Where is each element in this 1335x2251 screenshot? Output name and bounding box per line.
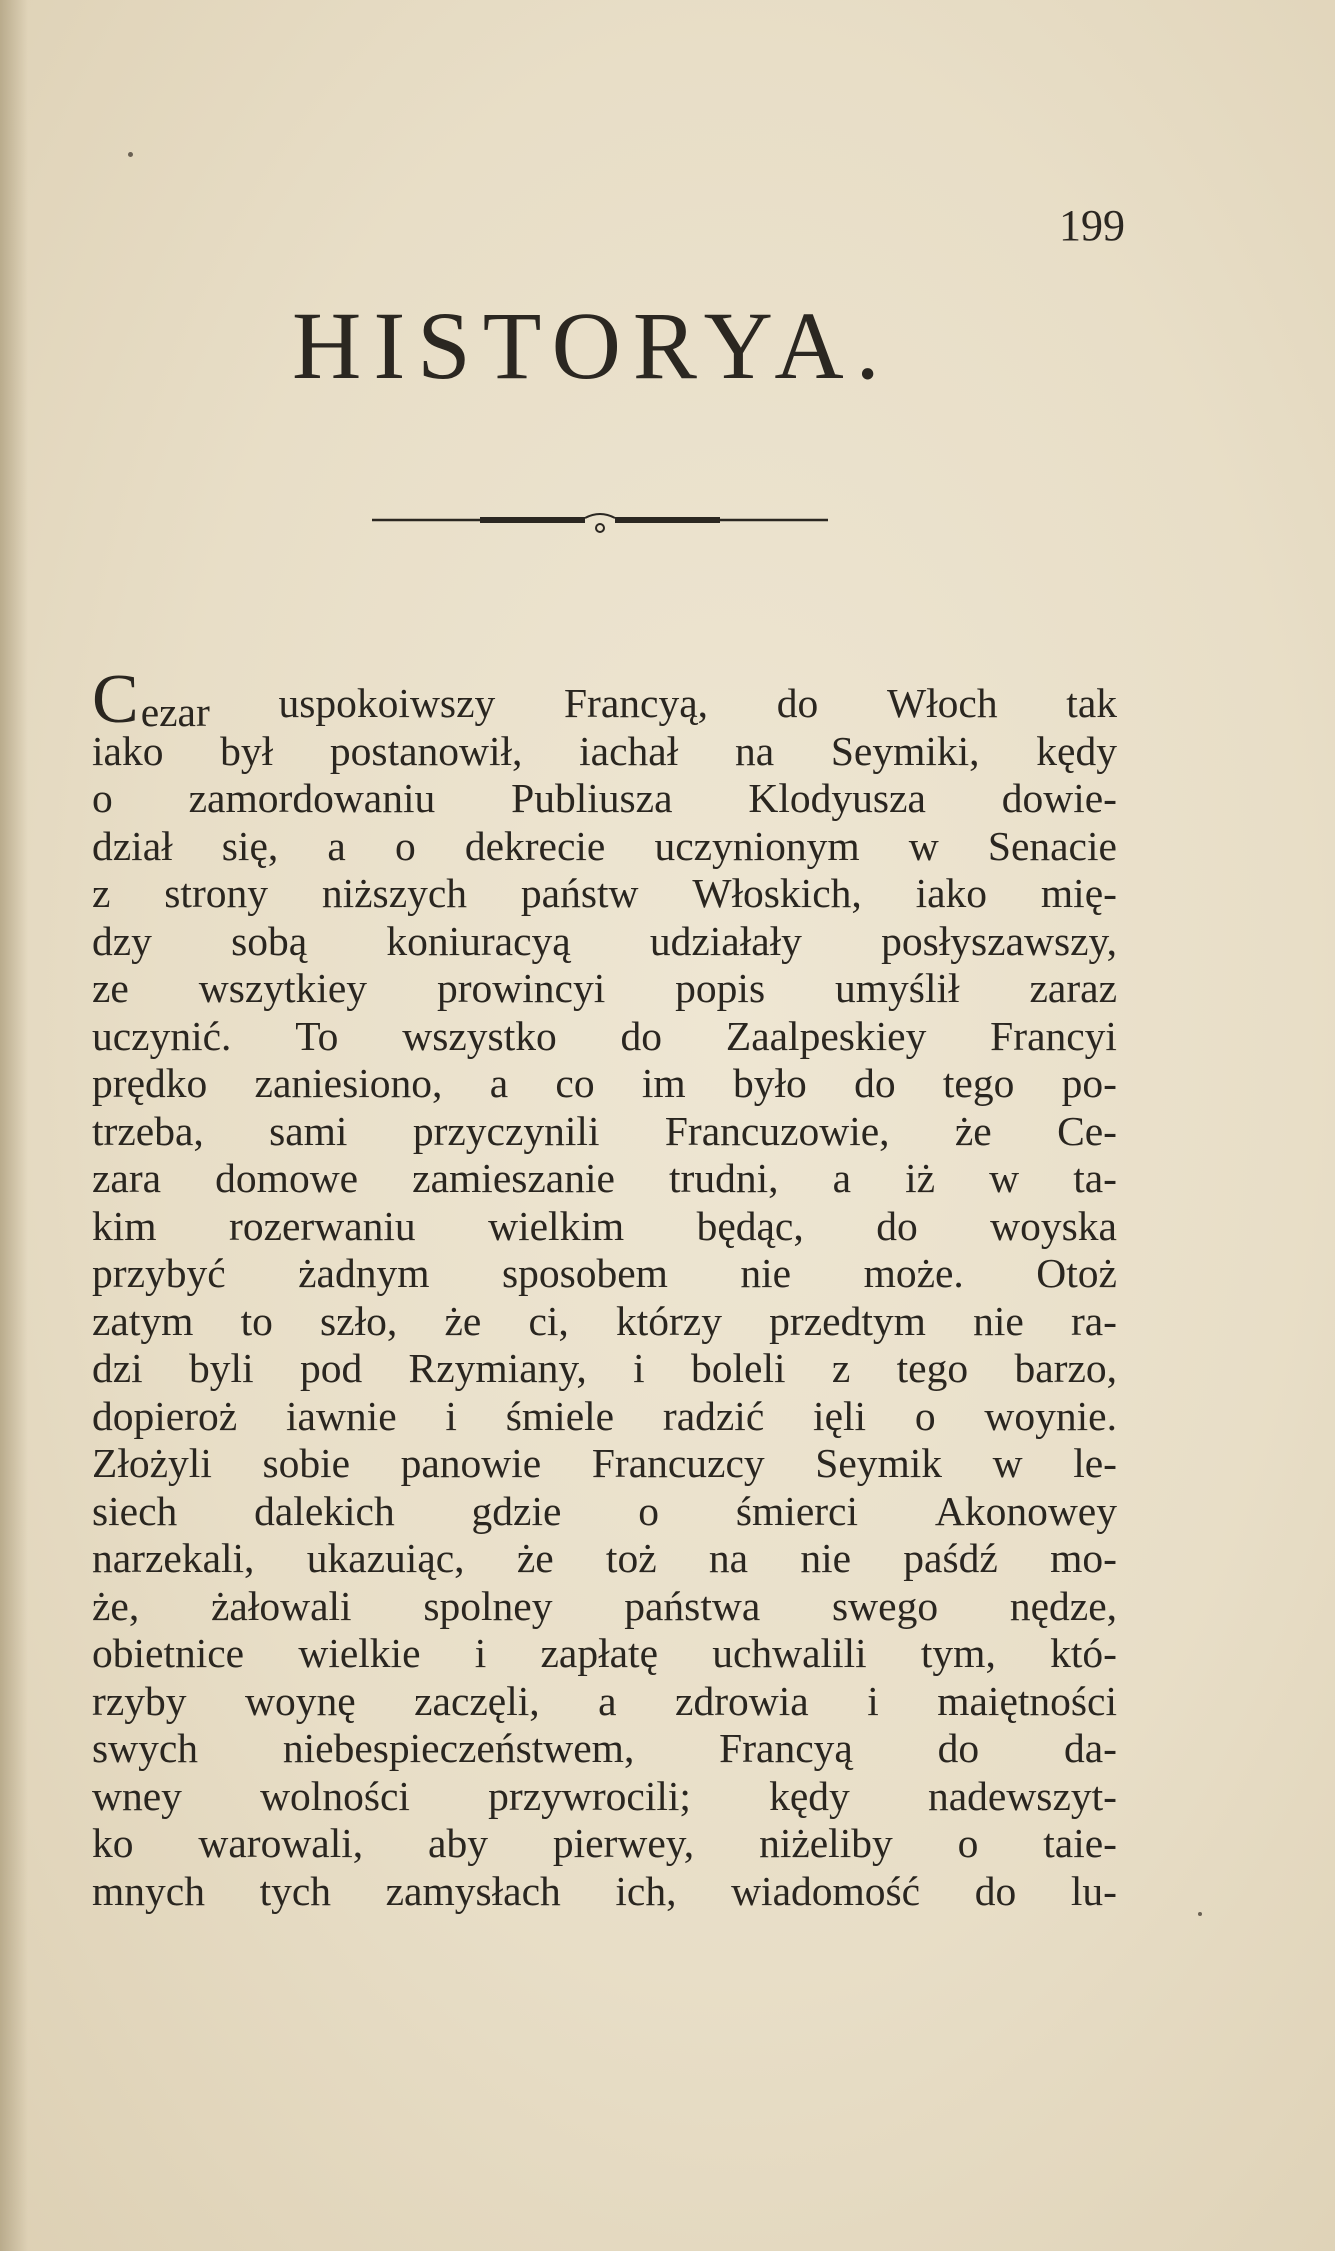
text-line: kim rozerwaniu wielkim będąc, do woyska [92,1202,1117,1249]
text-line: wney wolności przywrocili; kędy nadewszyt- [92,1772,1117,1819]
text-line: mnych tych zamysłach ich, wiadomość do lu- [92,1867,1117,1914]
text-line: dział się, a o dekrecie uczynionym w Senacie [92,822,1117,869]
paper-speck [128,152,133,157]
text-line: dzi byli pod Rzymiany, i boleli z tego barzo, [92,1345,1117,1391]
text-line: rzyby woynę zaczęli, a zdrowia i maiętności [92,1677,1117,1724]
text-line: zatym to szło, że ci, którzy przedtym nie ra- [92,1297,1117,1344]
text-line: dzy sobą koniuracyą udziałały posłyszawszy, [92,917,1117,964]
text-line: prędko zaniesiono, a co im było do tego po- [92,1060,1117,1106]
text-line: Cezar uspokoiwszy Francyą, do Włoch tak [92,661,1117,738]
text-line: trzeba, sami przyczynili Francuzowie, że Ce- [92,1107,1117,1154]
paper-speck [1198,1912,1202,1916]
text-line: uczynić. To wszystko do Zaalpeskiey Francyi [92,1012,1117,1059]
text-line: iako był postanowił, iachał na Seymiki, kędy [92,727,1117,774]
page-gutter-shadow [0,0,28,2251]
text-line: ko warowali, aby pierwey, niżeliby o taie- [92,1820,1117,1866]
text-line: siech dalekich gdzie o śmierci Akonowey [92,1487,1117,1534]
text-line: swych niebespieczeństwem, Francyą do da- [92,1725,1117,1771]
text-line: z strony niższych państw Włoskich, iako mię- [92,870,1117,916]
text-line: ze wszytkiey prowincyi popis umyślił zaraz [92,965,1117,1011]
ornament-divider [370,500,830,540]
text-line: narzekali, ukazuiąc, że toż na nie paśdź mo- [92,1535,1117,1581]
text-line: o zamordowaniu Publiusza Klodyusza dowie- [92,775,1117,821]
chapter-title: HISTORYA. [292,292,892,399]
body-text [92,661,1117,1915]
text-line: że, żałowali spolney państwa swego nędze, [92,1582,1117,1629]
page-number: 199 [1059,201,1125,250]
text-line: przybyć żadnym sposobem nie może. Otoż [92,1250,1117,1296]
text-line: dopieroż iawnie i śmiele radzić ięli o woynie. [92,1392,1117,1439]
text-line: zara domowe zamieszanie trudni, a iż w ta- [92,1155,1117,1201]
text-line: obietnice wielkie i zapłatę uchwalili tym, któ- [92,1630,1117,1676]
text-line: Złożyli sobie panowie Francuzcy Seymik w le- [92,1440,1117,1486]
